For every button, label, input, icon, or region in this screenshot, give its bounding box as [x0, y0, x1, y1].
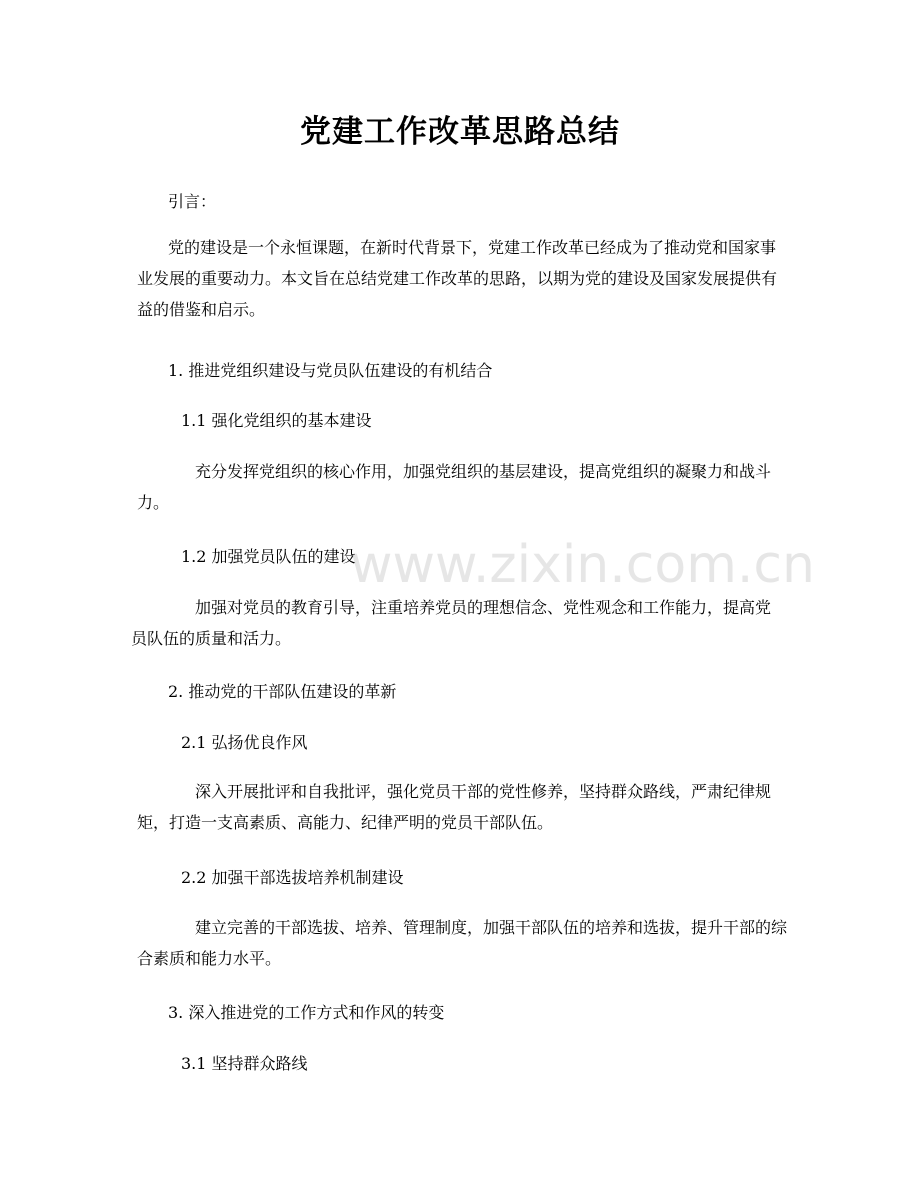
- document-title: 党建工作改革思路总结: [300, 114, 620, 150]
- section-heading-2: 2. 推动党的干部队伍建设的革新: [168, 682, 397, 701]
- watermark: www.zixin.com.cn: [350, 535, 815, 595]
- paragraph-2-2: 建立完善的干部选拔、培养、管理制度，加强干部队伍的培养和选拔，提升干部的综合素质和能力水平。: [137, 918, 788, 968]
- section-heading-3: 3. 深入推进党的工作方式和作风的转变: [168, 1003, 445, 1022]
- paragraph-1-1: 充分发挥党组织的核心作用，加强党组织的基层建设，提高党组织的凝聚力和战斗力。: [137, 462, 772, 512]
- subsection-heading-2-2: 2.2 加强干部选拔培养机制建设: [181, 868, 404, 887]
- intro-paragraph: 党的建设是一个永恒课题，在新时代背景下，党建工作改革已经成为了推动党和国家事业发展的重要动力。本文旨在总结党建工作改革的思路，以期为党的建设及国家发展提供有益的借鉴和启示。: [137, 238, 778, 319]
- subsection-heading-1-1: 1.1 强化党组织的基本建设: [181, 411, 372, 430]
- intro-label: 引言：: [168, 192, 217, 211]
- section-heading-1: 1. 推进党组织建设与党员队伍建设的有机结合: [168, 361, 493, 380]
- subsection-heading-3-1: 3.1 坚持群众路线: [181, 1054, 308, 1073]
- paragraph-2-1: 深入开展批评和自我批评，强化党员干部的党性修养，坚持群众路线，严肃纪律规矩，打造一支高素质、高能力、纪律严明的党员干部队伍。: [137, 782, 772, 832]
- paragraph-1-2: 加强对党员的教育引导，注重培养党员的理想信念、党性观念和工作能力，提高党员队伍的质量和活力。: [131, 598, 772, 648]
- subsection-heading-2-1: 2.1 弘扬优良作风: [181, 733, 308, 752]
- subsection-heading-1-2: 1.2 加强党员队伍的建设: [181, 547, 356, 566]
